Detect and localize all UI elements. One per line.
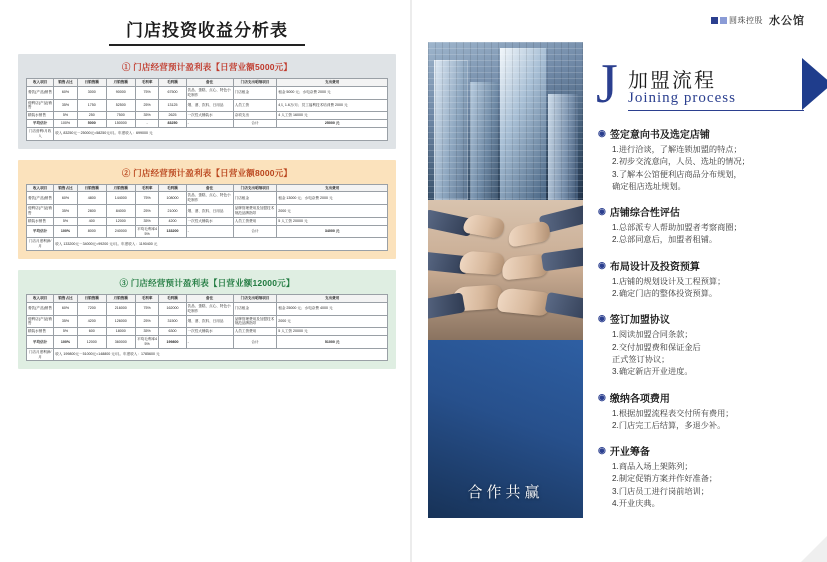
block-3-heading: ③ 门店经营预计盈利表【日营业额12000元】	[119, 278, 295, 289]
cell: 3000	[77, 86, 106, 99]
th: 门店支出明细项目	[233, 295, 277, 303]
cell: 便利店(产品)销售	[27, 315, 54, 328]
summary-label: 门店月度利润/月	[27, 348, 54, 361]
cell: 平均毛利率45%	[135, 225, 159, 238]
th: 毛利率	[135, 184, 159, 192]
cell: 108000	[159, 192, 186, 205]
cell: 5 人工资 20000 元	[277, 328, 388, 336]
th: 门店支出明细项目	[233, 79, 277, 87]
cell: 一次性大桶装水	[186, 217, 233, 225]
step-title: 布局设计及投资预算	[609, 261, 700, 273]
cell: 100%	[54, 336, 78, 349]
cell: 4200	[77, 315, 106, 328]
step-line: 1.进行洽谈，了解连锁加盟的特点；	[612, 145, 742, 154]
block-1-heading: ① 门店经营预计盈利表【日营业额5000元】	[121, 62, 293, 72]
table-row-total	[27, 225, 388, 238]
table-row	[27, 315, 388, 328]
bullet-circle-icon: ◉	[598, 313, 606, 324]
cell: 餐饮(产品)销售	[27, 86, 54, 99]
table-row-summary	[27, 238, 388, 251]
th: 月销售额	[106, 295, 135, 303]
table-row-total	[27, 336, 388, 349]
summary-text: 收入 133200元－34000元=99200 元/月。年度收入：1190400 元	[54, 238, 388, 251]
cell: 5%	[54, 112, 78, 120]
photo-business-team	[428, 340, 583, 518]
page-title-text: 门店投资收益分析表	[126, 21, 288, 40]
step-title-row	[598, 204, 808, 219]
cell: 35%	[135, 328, 159, 336]
cell: 35%	[54, 315, 78, 328]
cell: 租金 13000 元；水电杂费 2000 元	[277, 192, 388, 205]
th: 销售占比	[54, 79, 78, 87]
logo-square-alt-icon	[720, 17, 727, 24]
cell: 2800	[77, 205, 106, 218]
cell: 12000	[106, 217, 135, 225]
cell: 品牌管理费用及加盟技术规范品牌指导	[233, 205, 277, 218]
cell: 60%	[54, 86, 78, 99]
right-page	[412, 0, 827, 562]
cell: 一次性大桶装水	[186, 112, 233, 120]
joining-process-section	[596, 53, 808, 521]
cell: 人员工资费用	[233, 217, 277, 225]
cell: 4 人工资 16000 元	[277, 112, 388, 120]
cell: 平均估计	[27, 225, 54, 238]
cell: 400	[77, 217, 106, 225]
cell: 360000	[106, 336, 135, 349]
th: 销售占比	[54, 295, 78, 303]
cell: 饮品、蛋糕、点心、特色小吃制作	[186, 302, 233, 315]
step-title: 店铺综合性评估	[609, 208, 680, 220]
left-page	[0, 0, 410, 562]
cell: 90000	[106, 86, 135, 99]
table-row	[27, 86, 388, 99]
th: 月销售额	[106, 184, 135, 192]
step-line: 1.阅读加盟合同条款；	[612, 330, 693, 340]
photo-skyscrapers	[428, 42, 583, 200]
cell: 7500	[106, 112, 135, 120]
photo-teamwork-hands	[428, 200, 583, 340]
th: 收入项目	[27, 295, 54, 303]
brand-logo	[711, 12, 805, 28]
step-line: 2.制定促销方案并作好准备；	[612, 474, 718, 484]
cell: 199800	[159, 336, 186, 349]
th: 收入项目	[27, 184, 54, 192]
step-lines	[598, 408, 808, 433]
th: 支出费用	[277, 184, 388, 192]
profit-block-2	[18, 160, 396, 259]
cell: 2000 元	[277, 205, 388, 218]
th: 备注	[186, 295, 233, 303]
cell: 4人 1.6万/月；员工福利技术培训费 2000 元	[277, 99, 388, 112]
cell: 35%	[54, 205, 78, 218]
summary-text: 收入 199800元－51000元=148800 元/月。年度收入：1785600 元	[54, 348, 388, 361]
cell: 2000 元	[277, 315, 388, 328]
cell: 4200	[159, 217, 186, 225]
cell: 133200	[159, 225, 186, 238]
brand-name: 水公馆	[769, 15, 805, 27]
th: 支出费用	[277, 295, 388, 303]
cell: 合计	[233, 336, 277, 349]
step-title-row	[598, 126, 808, 141]
table-row	[27, 302, 388, 315]
profit-table-3	[26, 294, 388, 361]
th: 备注	[186, 184, 233, 192]
page-title	[18, 16, 396, 46]
step-title: 缴纳各项费用	[609, 393, 670, 405]
profit-block-3	[18, 270, 396, 369]
cell: 2625	[159, 112, 186, 120]
cell: 35%	[54, 99, 78, 112]
th: 毛利率	[135, 79, 159, 87]
cell: 52500	[106, 99, 135, 112]
step-item	[598, 126, 808, 193]
table-row	[27, 112, 388, 120]
th: 毛利额	[159, 295, 186, 303]
step-title-row	[598, 258, 808, 273]
hand-shape	[459, 250, 504, 275]
cell: -	[186, 120, 233, 128]
cell: 83250	[159, 120, 186, 128]
cell: 门店租金	[233, 86, 277, 99]
step-item	[598, 390, 808, 433]
cell: 75%	[135, 192, 159, 205]
cell: 5%	[54, 328, 78, 336]
cell: 5%	[54, 217, 78, 225]
step-line: 2.初步交流意向，人员、选址的情况；	[612, 157, 750, 167]
table-row	[27, 217, 388, 225]
cell: 240000	[106, 225, 135, 238]
arrow-icon	[802, 58, 827, 110]
step-line: 2.门店完工后结算，多退少补。	[612, 420, 726, 430]
bullet-circle-icon: ◉	[598, 128, 606, 138]
cell: -	[135, 120, 159, 128]
section-header	[596, 53, 808, 122]
cell: 25%	[135, 315, 159, 328]
initial-letter: J	[596, 53, 618, 115]
table-header-row	[27, 295, 388, 303]
th: 门店支出明细项目	[233, 184, 277, 192]
cell: 13125	[159, 99, 186, 112]
step-line: 3.门店员工进行岗前培训；	[612, 486, 709, 496]
section-title-cn: 加盟流程	[628, 70, 716, 92]
summary-label: 门店营利/月收入	[27, 127, 54, 140]
cell: 8000	[77, 225, 106, 238]
table-row-summary	[27, 127, 388, 140]
title-rule	[628, 110, 804, 111]
table-header-row	[27, 184, 388, 192]
bullet-circle-icon: ◉	[598, 206, 606, 217]
th: 月销售额	[106, 79, 135, 87]
table-row	[27, 328, 388, 336]
table-row	[27, 192, 388, 205]
cell: 便利店(产品)销售	[27, 99, 54, 112]
summary-text: 收入 83250元－25000元=58250元/月。年度收入：699000 元	[54, 127, 388, 140]
cell: 60%	[54, 302, 78, 315]
cell: 烟、酒、饮料、日用品	[186, 205, 233, 218]
cell: 便利店(产品)销售	[27, 205, 54, 218]
cell: 25000 元	[277, 120, 388, 128]
cell: 门店租金	[233, 192, 277, 205]
cell: 合计	[233, 120, 277, 128]
table-row	[27, 205, 388, 218]
step-line: 1.总部派专人帮助加盟者考察商圈；	[612, 223, 742, 233]
photo-column	[428, 42, 583, 518]
th: 销售占比	[54, 184, 78, 192]
glass-grid-overlay	[428, 42, 583, 200]
cell: 品牌管理费用及加盟技术规范品牌指导	[233, 315, 277, 328]
cell: 12000	[77, 336, 106, 349]
cell: 平均估计	[27, 120, 54, 128]
cell: 67500	[159, 86, 186, 99]
step-item	[598, 443, 808, 510]
summary-label: 门店月度利润/月	[27, 238, 54, 251]
step-line: 4.开业庆典。	[612, 499, 660, 509]
step-line: 2.总部同意后，加盟者租铺。	[612, 235, 718, 245]
cell: 精装水销售	[27, 328, 54, 336]
cell: 精装水销售	[27, 217, 54, 225]
cell: 人员工资	[233, 99, 277, 112]
step-line: 正式签订协议；	[612, 354, 670, 364]
th: 支出费用	[277, 79, 388, 87]
cell: 5 人工资 20000 元	[277, 217, 388, 225]
th: 备注	[186, 79, 233, 87]
cell: 平均估计	[27, 336, 54, 349]
cell: 4800	[77, 192, 106, 205]
logo-square-icon	[711, 17, 718, 24]
cell: 烟、酒、饮料、日用品	[186, 99, 233, 112]
bullet-circle-icon: ◉	[598, 445, 606, 456]
cell: 餐饮(产品)销售	[27, 192, 54, 205]
step-line: 2.确定门店的整体投资预算。	[612, 289, 718, 299]
cell: 杂项支出	[233, 112, 277, 120]
cell: 烟、酒、饮料、日用品	[186, 315, 233, 328]
step-line: 2.交付加盟费和保证金后	[612, 342, 701, 352]
cell: 150000	[106, 120, 135, 128]
cell: 84000	[106, 205, 135, 218]
cell: 饮品、蛋糕、点心、特色小吃制作	[186, 86, 233, 99]
step-title: 开业筹备	[609, 447, 650, 459]
cell: 合计	[233, 225, 277, 238]
profit-table-2	[26, 184, 388, 251]
profit-table-1	[26, 78, 388, 141]
step-title: 签定意向书及选定店铺	[609, 130, 710, 141]
th: 日销售额	[77, 295, 106, 303]
th: 日销售额	[77, 184, 106, 192]
cell: 一次性大桶装水	[186, 328, 233, 336]
cell: 35%	[135, 112, 159, 120]
cell: 7200	[77, 302, 106, 315]
cell: 216000	[106, 302, 135, 315]
cell: 162000	[159, 302, 186, 315]
bullet-circle-icon: ◉	[598, 259, 606, 270]
step-lines	[598, 144, 808, 193]
step-title-row	[598, 443, 808, 458]
cell: 100%	[54, 120, 78, 128]
step-item	[598, 258, 808, 301]
th: 日销售额	[77, 79, 106, 87]
step-line: 确定租店选址规划。	[612, 181, 686, 191]
th: 毛利率	[135, 295, 159, 303]
logo-icon	[711, 15, 763, 26]
page-corner-fold	[801, 536, 827, 562]
cell: 75%	[135, 302, 159, 315]
cell: 租金 25000 元；水电杂费 4000 元	[277, 302, 388, 315]
cell: 25%	[135, 205, 159, 218]
cell: 75%	[135, 86, 159, 99]
step-title-row	[598, 390, 808, 405]
step-line: 3.确定新店开业进度。	[612, 367, 693, 377]
step-lines	[598, 329, 808, 378]
cell: 600	[77, 328, 106, 336]
table-header-row	[27, 79, 388, 87]
step-title-row	[598, 311, 808, 326]
cell: 精装水销售	[27, 112, 54, 120]
cell: 平均毛利率45%	[135, 336, 159, 349]
step-line: 1.根据加盟流程表交付所有费用；	[612, 408, 734, 418]
block-2-heading: ② 门店经营预计盈利表【日营业额8000元】	[121, 167, 293, 178]
cell: 35%	[135, 217, 159, 225]
cell: 租金 5000 元；水电杂费 2000 元	[277, 86, 388, 99]
th: 毛利额	[159, 79, 186, 87]
cell: 31500	[159, 315, 186, 328]
cell: 饮品、蛋糕、点心、特色小吃制作	[186, 192, 233, 205]
cell: 21000	[159, 205, 186, 218]
profit-block-1	[18, 54, 396, 149]
cell: 100%	[54, 225, 78, 238]
table-row-total	[27, 120, 388, 128]
logo-mark-text: 圆珠控股	[729, 15, 763, 25]
th: 毛利额	[159, 184, 186, 192]
step-lines	[598, 276, 808, 301]
cell: 144000	[106, 192, 135, 205]
table-row	[27, 99, 388, 112]
table-row-summary	[27, 348, 388, 361]
cell: 餐饮(产品)销售	[27, 302, 54, 315]
section-title-en: Joining process	[628, 90, 736, 106]
step-item	[598, 204, 808, 247]
cell: -	[186, 336, 233, 349]
step-lines	[598, 222, 808, 247]
step-title: 签订加盟协议	[609, 315, 670, 327]
cell: 34000 元	[277, 225, 388, 238]
step-line: 1.店铺的规划设计及工程预算；	[612, 276, 726, 286]
cell: 25%	[135, 99, 159, 112]
cell: 1750	[77, 99, 106, 112]
cell: 60%	[54, 192, 78, 205]
title-underline	[109, 44, 305, 46]
bullet-circle-icon: ◉	[598, 391, 606, 402]
cell: 门店租金	[233, 302, 277, 315]
cell: 250	[77, 112, 106, 120]
step-lines	[598, 461, 808, 510]
step-line: 3.了解本公馆便利店商品分布规划，	[612, 169, 742, 179]
cell: 18000	[106, 328, 135, 336]
cell: 5000	[77, 120, 106, 128]
steps-list	[598, 126, 808, 510]
th: 收入项目	[27, 79, 54, 87]
cell: 6300	[159, 328, 186, 336]
step-item	[598, 311, 808, 378]
photo-slogan: 合作共赢	[467, 484, 544, 501]
cell: 51000 元	[277, 336, 388, 349]
step-line: 1.商品入场上架陈列；	[612, 462, 693, 472]
cell: 126000	[106, 315, 135, 328]
cell: -	[186, 225, 233, 238]
cell: 人员工资费用	[233, 328, 277, 336]
